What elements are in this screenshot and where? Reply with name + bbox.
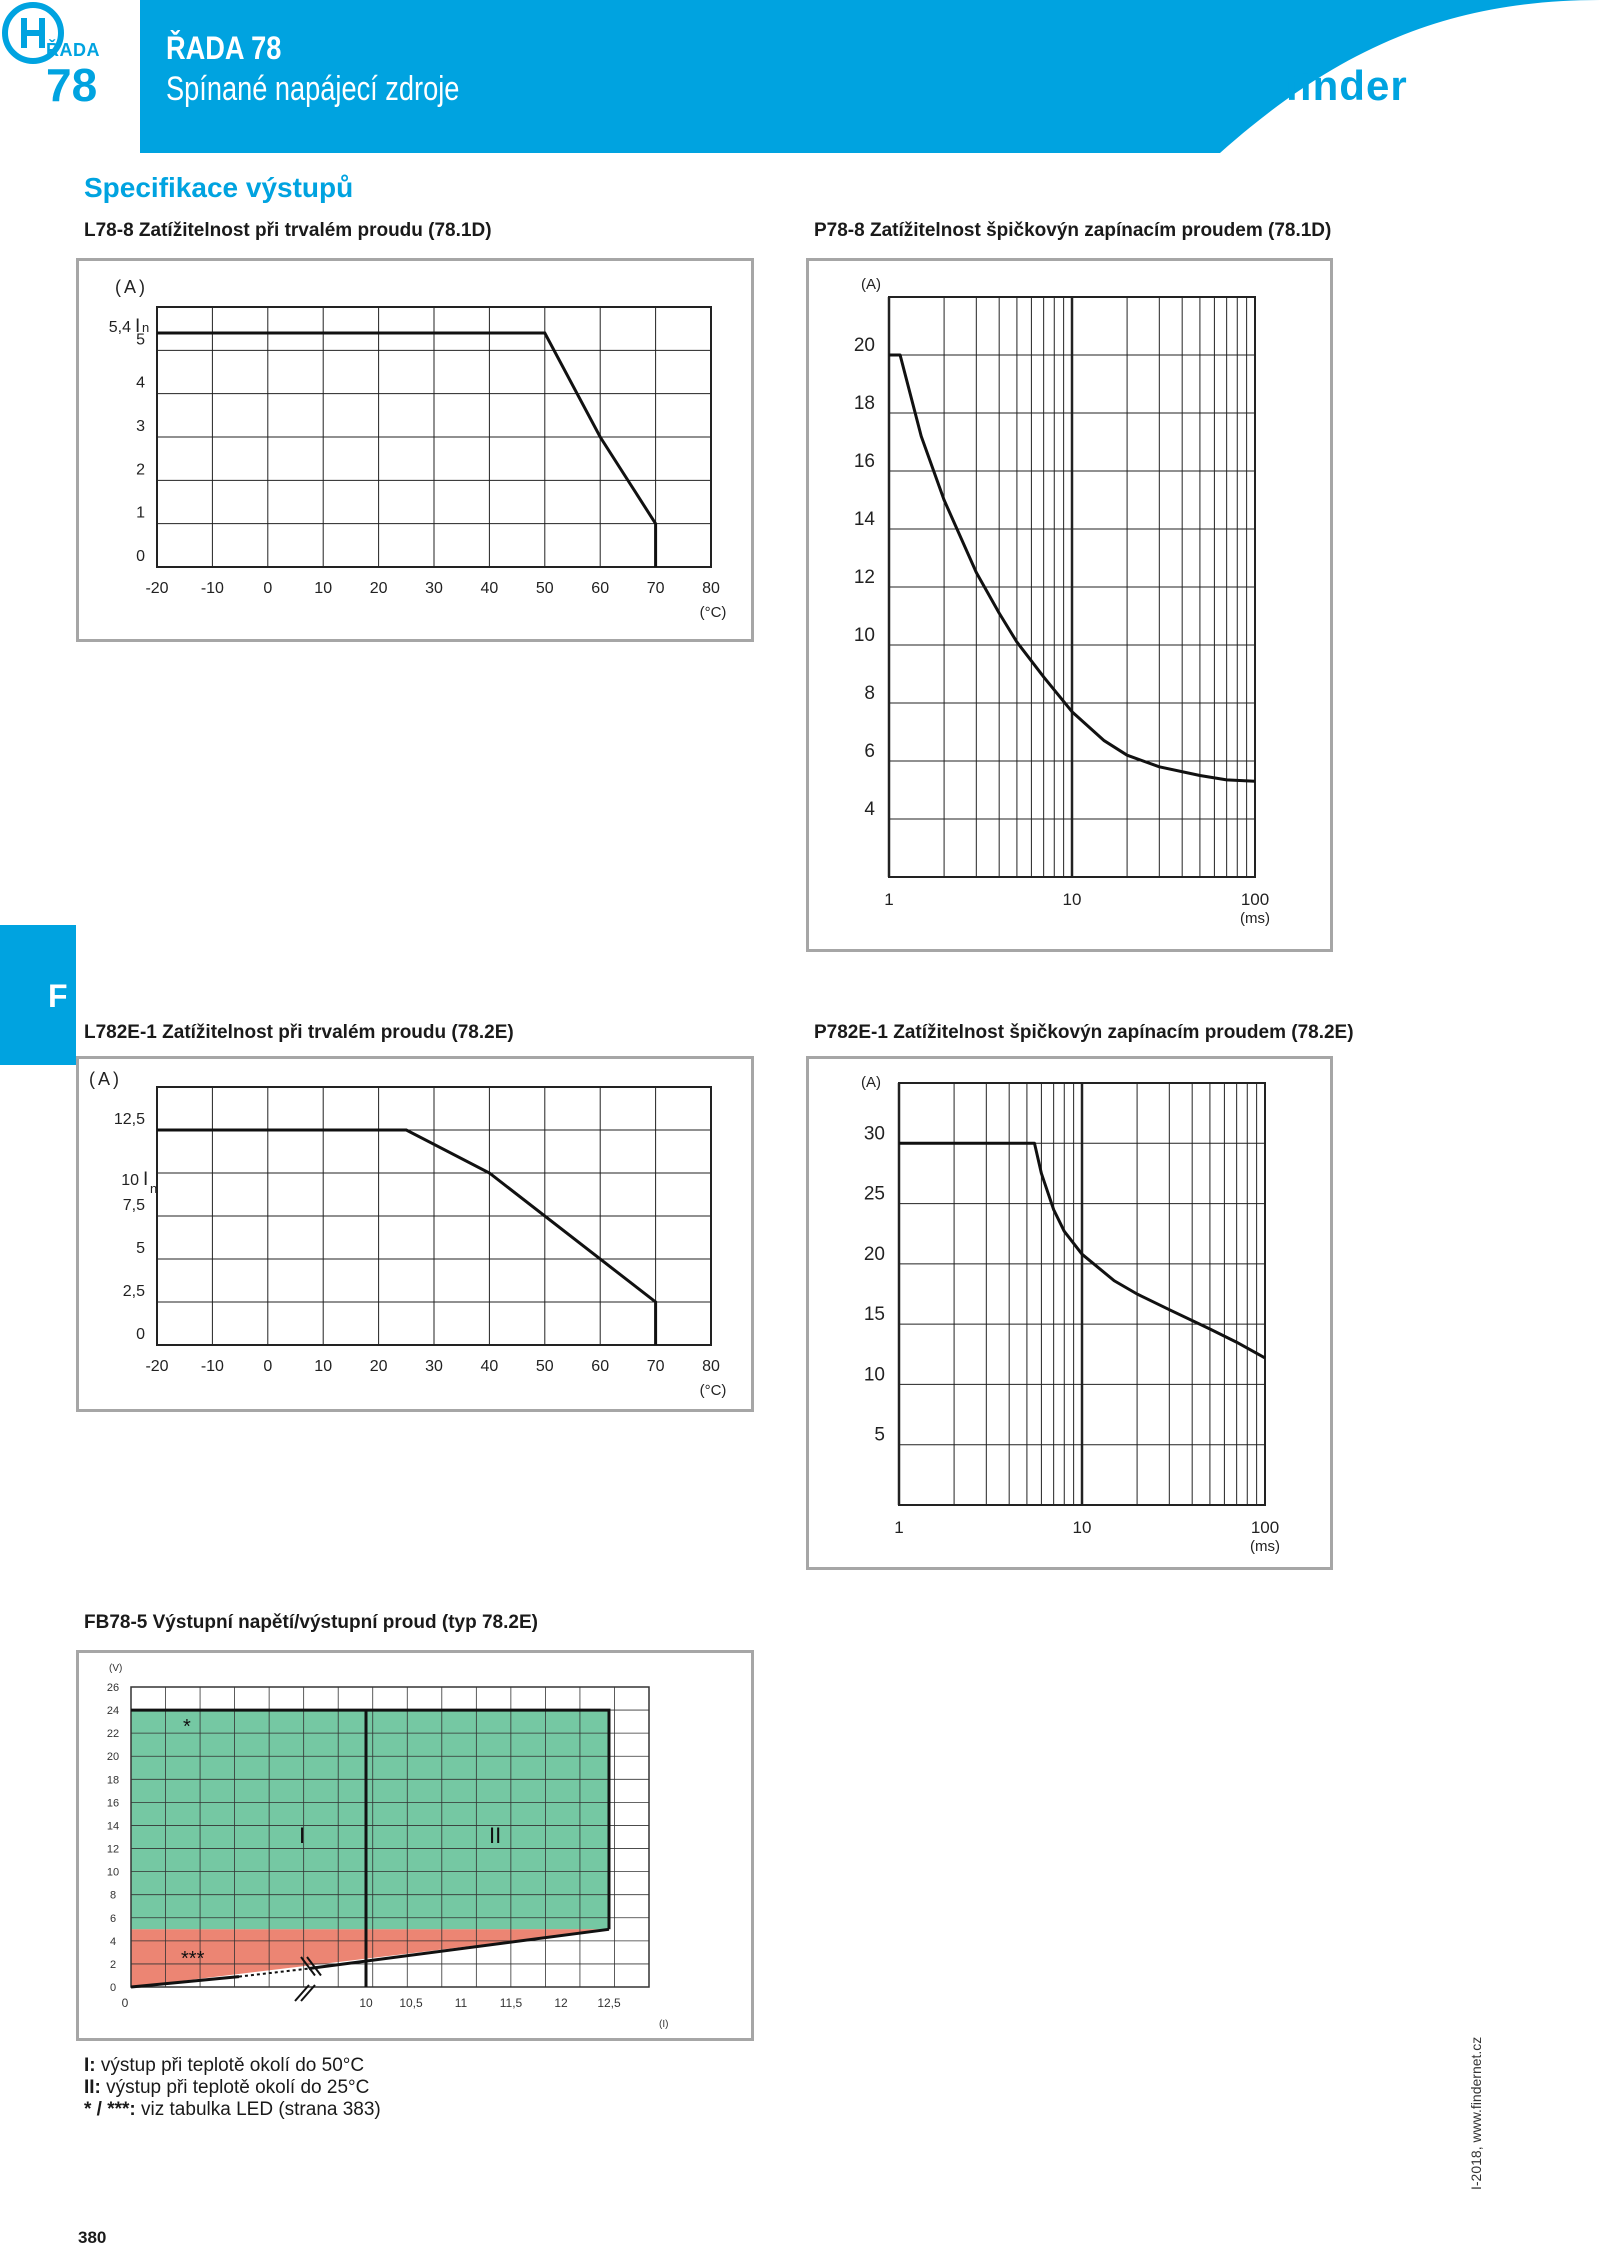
x-tick-label: 10 — [1072, 1518, 1092, 1537]
y-tick-label: 24 — [106, 1705, 120, 1718]
y-tick-label: 18 — [106, 1774, 120, 1787]
series-line — [157, 333, 656, 567]
x-tick-label: 20 — [369, 580, 388, 597]
chart-3-title: L782E-1 Zatížitelnost při trvalém proudu (78.2E) — [84, 1022, 514, 1043]
x-tick-label: 12 — [554, 1996, 568, 2010]
x-axis-unit: (I) — [659, 2019, 669, 2030]
y-tick-label: 12 — [106, 1843, 120, 1856]
region-label-I: I — [299, 1823, 306, 1848]
y-tick-label: 1 — [136, 504, 145, 522]
legend-text-2: výstup při teplotě okolí do 25°C — [100, 2077, 370, 2098]
x-tick-label: 10 — [314, 580, 333, 597]
y-tick-label: 4 — [136, 374, 145, 392]
y-marker-subscript: n — [142, 320, 150, 335]
y-tick-label: 2 — [136, 461, 145, 479]
y-tick-label: 25 — [863, 1183, 885, 1205]
footer-code: I-2018, www.findernet.cz — [1468, 2036, 1484, 2190]
chart5-svg — [79, 1653, 751, 2038]
y-marker-subscript: n — [150, 1181, 158, 1196]
x-axis-unit: (ms) — [1250, 1538, 1280, 1555]
x-tick-label: 10,5 — [399, 1996, 423, 2010]
y-tick-label: 20 — [853, 335, 875, 356]
chart4-svg — [809, 1059, 1330, 1567]
y-tick-label: 12 — [853, 567, 875, 588]
x-tick-label: 50 — [535, 1358, 554, 1375]
y-tick-label: 20 — [863, 1243, 885, 1265]
x-tick-label: 12,5 — [597, 1996, 621, 2010]
x-tick-label: -10 — [200, 580, 224, 597]
series-line — [157, 1130, 656, 1345]
y-tick-label: 10 — [863, 1364, 885, 1386]
legend-line-2 — [84, 2077, 381, 2099]
chart-1-title: L78-8 Zatížitelnost při trvalém proudu (78.1D) — [84, 220, 492, 241]
y-tick-label: 5 — [874, 1424, 885, 1446]
x-tick-label: 60 — [591, 1358, 610, 1375]
annotation-triple-star: *** — [181, 1948, 205, 1970]
x-tick-label: 0 — [121, 1996, 129, 2010]
legend-key-1: I: — [84, 2055, 96, 2076]
x-tick-label: 40 — [480, 1358, 499, 1375]
chart-legend — [84, 2055, 381, 2121]
x-tick-label: 40 — [480, 580, 499, 597]
x-tick-label: -10 — [200, 1358, 224, 1375]
y-axis-unit: (A) — [89, 1069, 122, 1089]
y-tick-label: 2 — [109, 1958, 117, 1971]
chart-4-title: P782E-1 Zatížitelnost špičkovýn zapínacím proudem (78.2E) — [814, 1022, 1354, 1043]
section-title: Specifikace výstupů — [84, 172, 354, 203]
y-marker-symbol: I — [143, 1169, 149, 1190]
y-tick-label: 5 — [136, 331, 145, 349]
y-tick-label: 30 — [863, 1123, 885, 1145]
page-subtitle: Spínané napájecí zdroje — [166, 70, 460, 108]
y-tick-label: 18 — [853, 393, 875, 414]
y-tick-label: 16 — [106, 1797, 120, 1810]
y-tick-label: 10 — [106, 1866, 120, 1879]
x-tick-label: 0 — [263, 580, 273, 597]
y-tick-label: 12,5 — [113, 1111, 145, 1128]
chart-4 — [806, 1056, 1333, 1570]
section-letter: F — [48, 978, 68, 1014]
x-tick-label: 60 — [591, 580, 610, 597]
y-tick-label: 15 — [863, 1304, 885, 1326]
y-marker-label: 5,4 — [108, 319, 131, 336]
x-tick-label: 1 — [894, 1518, 904, 1537]
x-axis-unit: (°C) — [699, 1382, 727, 1399]
series-number: 78 — [46, 59, 98, 111]
x-tick-label: 80 — [702, 1358, 720, 1375]
x-tick-label: 10 — [359, 1996, 373, 2010]
x-tick-label: 80 — [702, 580, 720, 597]
x-tick-label: 30 — [425, 580, 443, 597]
region-label-II: II — [489, 1823, 502, 1848]
y-tick-label: 4 — [109, 1935, 117, 1948]
y-tick-label: 8 — [864, 683, 875, 704]
chart1-svg — [79, 261, 751, 651]
x-tick-label: 1 — [884, 890, 894, 909]
y-tick-label: 5 — [136, 1240, 145, 1257]
brand-name: finder — [1285, 62, 1408, 109]
y-axis-unit: (A) — [861, 276, 881, 293]
y-tick-label: 10 — [853, 625, 875, 646]
page-header — [0, 0, 1600, 153]
chart-3 — [76, 1056, 754, 1412]
x-tick-label: 10 — [314, 1358, 333, 1375]
chart3-svg — [79, 1059, 751, 1449]
y-marker-label: 10 — [121, 1172, 139, 1189]
y-tick-label: 7,5 — [122, 1197, 145, 1214]
x-tick-label: 70 — [646, 580, 665, 597]
page-title: ŘADA 78 — [166, 30, 282, 66]
y-tick-label: 3 — [136, 418, 145, 435]
y-tick-label: 0 — [109, 1982, 117, 1994]
legend-key-2: II: — [84, 2077, 101, 2098]
x-tick-label: 70 — [646, 1358, 665, 1375]
y-marker-symbol: I — [135, 316, 141, 337]
x-tick-label: 50 — [535, 580, 554, 597]
chart-5-title: FB78-5 Výstupní napětí/výstupní proud (typ 78.2E) — [84, 1612, 538, 1633]
y-tick-label: 8 — [109, 1889, 117, 1902]
x-tick-label: -20 — [145, 1358, 169, 1375]
legend-key-3: * / ***: — [84, 2099, 136, 2120]
y-tick-label: 22 — [106, 1728, 120, 1741]
y-tick-label: 6 — [864, 741, 875, 762]
page-number: 380 — [78, 2228, 107, 2247]
legend-text-3: viz tabulka LED (strana 383) — [135, 2099, 381, 2120]
legend-line-3 — [84, 2099, 381, 2121]
x-axis-unit: (°C) — [699, 604, 727, 621]
y-tick-label: 26 — [106, 1682, 120, 1694]
y-tick-label: 6 — [109, 1912, 117, 1925]
y-tick-label: 0 — [136, 548, 145, 565]
y-tick-label: 16 — [853, 451, 875, 472]
x-tick-label: 0 — [263, 1358, 273, 1375]
x-axis-unit: (ms) — [1240, 910, 1270, 927]
legend-text-1: výstup při teplotě okolí do 50°C — [95, 2055, 365, 2076]
y-axis-unit: (A) — [115, 277, 148, 297]
chart-2 — [806, 258, 1333, 952]
y-tick-label: 4 — [864, 799, 875, 820]
series-label: ŘADA — [46, 40, 100, 60]
legend-line-1 — [84, 2055, 381, 2077]
y-axis-unit: (V) — [109, 1663, 123, 1674]
y-tick-label: 2,5 — [122, 1283, 145, 1300]
chart-2-title: P78-8 Zatížitelnost špičkovýn zapínacím proudem (78.1D) — [814, 220, 1332, 241]
x-tick-label: 10 — [1062, 890, 1082, 909]
annotation-star: * — [183, 1716, 191, 1738]
x-tick-label: 20 — [369, 1358, 388, 1375]
x-tick-label: 11,5 — [499, 1996, 523, 2010]
chart-1 — [76, 258, 754, 642]
x-tick-label: 100 — [1240, 890, 1270, 909]
region-green — [131, 1710, 609, 1929]
x-tick-label: 100 — [1250, 1518, 1280, 1537]
x-tick-label: -20 — [145, 580, 169, 597]
y-tick-label: 0 — [136, 1326, 145, 1343]
x-tick-label: 11 — [454, 1996, 468, 2010]
chart-5 — [76, 1650, 754, 2041]
y-tick-label: 14 — [853, 509, 875, 530]
y-axis-unit: (A) — [861, 1074, 881, 1091]
y-tick-label: 14 — [106, 1820, 120, 1833]
chart2-svg — [809, 261, 1330, 949]
finder-logo-icon — [0, 0, 240, 70]
y-tick-label: 20 — [106, 1751, 120, 1764]
x-tick-label: 30 — [425, 1358, 443, 1375]
